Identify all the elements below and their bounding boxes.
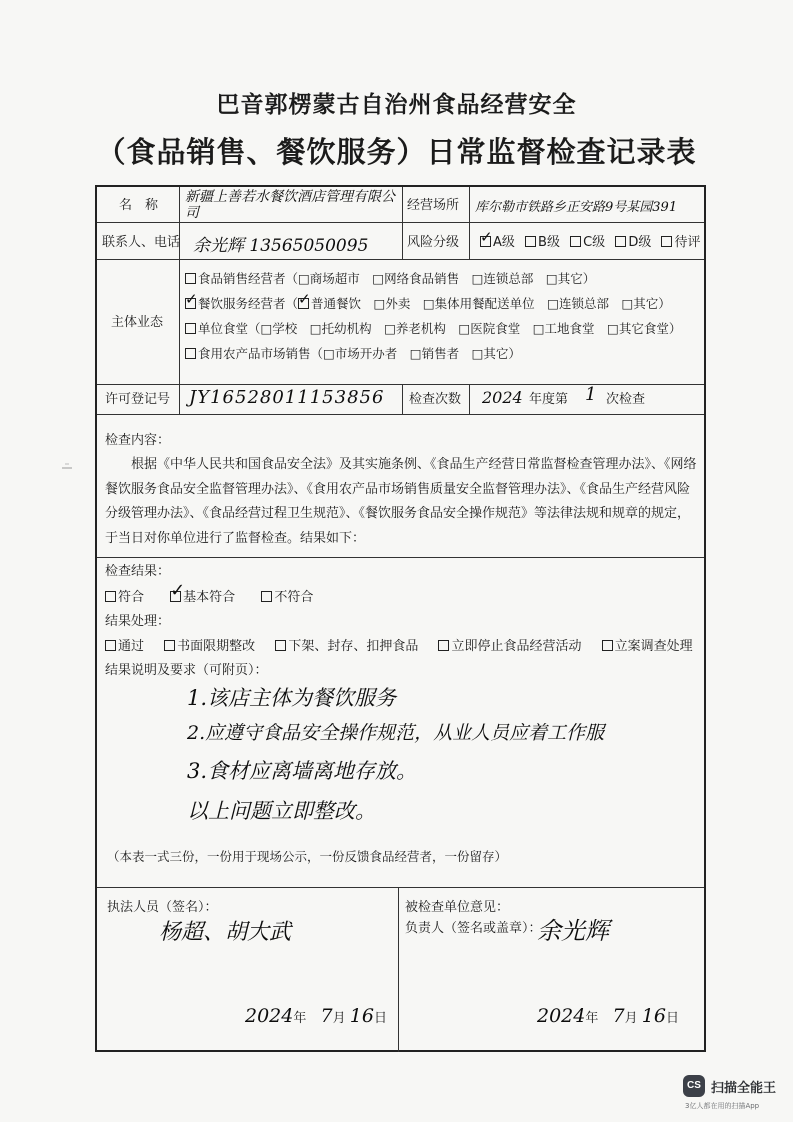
inspect-content-label: 检查内容：: [105, 433, 171, 448]
risk-c-label: C级: [583, 235, 606, 250]
license-handwriting: JY16528011153856: [189, 387, 385, 408]
business-row-catering: ✓ 餐饮服务经营者（ ✓ 普通餐饮 □外卖 □集体用餐配送单位 □连锁总部 □其它）: [185, 290, 671, 311]
food-sales-checkbox[interactable]: [185, 273, 196, 284]
watermark-tagline: 3亿人都在用的扫描App: [685, 1102, 760, 1110]
risk-d-label: D级: [628, 235, 652, 250]
row-rule: [97, 259, 704, 260]
row-rule: [97, 414, 704, 415]
risk-c-checkbox[interactable]: [570, 236, 581, 247]
responsible-signature: 余光辉: [537, 917, 609, 945]
general-catering-checkbox[interactable]: [298, 290, 311, 309]
row-rule: [97, 384, 704, 385]
result-basic-pass-checkbox[interactable]: [170, 580, 186, 602]
inspect-year-handwriting: 2024: [482, 388, 523, 407]
officer-signatures: 杨超、胡大武: [159, 920, 292, 945]
risk-pending-checkbox[interactable]: [661, 236, 672, 247]
handling-rectify-checkbox[interactable]: [164, 640, 175, 651]
check-mark-icon: ✓: [185, 290, 198, 308]
address-label: 经营场所: [407, 198, 460, 213]
address-handwriting: 库尔勒市铁路乡正安路9号某园391: [475, 200, 678, 215]
handling-approve-checkbox[interactable]: [105, 640, 116, 651]
contact-label: 联系人、电话: [102, 235, 181, 250]
result-pass-checkbox[interactable]: [105, 591, 116, 602]
check-mark-icon: ✓: [298, 290, 311, 308]
count-suffix-label: 次检查: [606, 392, 646, 407]
risk-d-checkbox[interactable]: [615, 236, 626, 247]
responsible-date-day: 16: [641, 1005, 666, 1027]
contact-handwriting: 余光辉 13565050095: [193, 236, 369, 256]
business-row-canteen: 单位食堂（□学校 □托幼机构 □养老机构 □医院食堂 □工地食堂 □其它食堂）: [185, 321, 681, 336]
risk-level-options: [480, 228, 701, 251]
explanation-label: 结果说明及要求（可附页）：: [105, 663, 268, 678]
column-rule: [179, 187, 180, 414]
name-label: 名 称: [119, 198, 159, 213]
name-handwriting: 新疆上善若水餐饮酒店管理有限公司: [185, 189, 395, 221]
column-rule: [398, 887, 399, 1052]
officer-date-year: 2024: [245, 1005, 294, 1027]
handling-investigate-checkbox[interactable]: [602, 640, 613, 651]
result-options: 符合 ✓ 基本符合 不符合: [105, 590, 313, 606]
column-rule: [402, 384, 403, 414]
margin-scan-mark: [60, 460, 74, 474]
requirement-note-3: 3.食材应离墙离地存放。: [187, 759, 418, 783]
requirement-note-4: 以上问题立即整改。: [187, 799, 376, 823]
responsible-date-year: 2024: [537, 1005, 586, 1027]
form-title-line2: （食品销售、餐饮服务）日常监督检查记录表: [96, 135, 697, 169]
inspection-record-form: [95, 185, 706, 1052]
form-title-line1: 巴音郭楞蒙古自治州食品经营安全: [216, 91, 577, 118]
column-rule: [469, 187, 470, 259]
business-row-agri-market: 食用农产品市场销售（□市场开办者 □销售者 □其它）: [185, 346, 521, 361]
copies-note: （本表一式三份，一份用于现场公示，一份反馈食品经营者，一份留存）: [107, 849, 508, 864]
handling-seize-checkbox[interactable]: [275, 640, 286, 651]
responsible-date: 2024年 7月 16日: [537, 1005, 679, 1027]
handling-label: 结果处理：: [105, 614, 171, 629]
responsible-date-month: 7: [612, 1005, 625, 1027]
inspection-legal-basis: 根据《中华人民共和国食品安全法》及其实施条例、《食品生产经营日常监督检查管理办法》、《网络餐饮服务食品安全监督管理办法》、《食用农产品市场销售质量安全监督管理办法》、《食品生产经营风险分级管理办法》、《食品经营过程卫生规范》、《餐饮服务食品安全操作规范》等法律法规和规章的规定，于当日对你单位进行了监督检查。结果如下：: [105, 457, 697, 546]
watermark-app-name: 扫描全能王: [711, 1081, 777, 1096]
risk-b-checkbox[interactable]: [525, 236, 536, 247]
agri-market-checkbox[interactable]: [185, 348, 196, 359]
risk-b-label: B级: [538, 235, 560, 250]
handling-options: 通过 书面限期整改 下架、封存、扣押食品 立即停止食品经营活动 立案调查处理: [105, 639, 693, 655]
requirement-note-2: 2.应遵守食品安全操作规范，从业人员应着工作服: [187, 722, 605, 744]
risk-a-checkbox[interactable]: [480, 228, 493, 247]
responsible-label: 负责人（签名或盖章）：: [405, 921, 542, 936]
result-label: 检查结果：: [105, 564, 171, 579]
risk-pending-label: 待评: [674, 235, 701, 250]
requirement-note-1: 1.该店主体为餐饮服务: [187, 686, 397, 710]
risk-a-label: A级: [493, 235, 515, 250]
inspect-count-handwriting: 1: [585, 384, 597, 405]
camscanner-logo-icon: CS: [683, 1075, 705, 1097]
business-label: 主体业态: [111, 315, 164, 330]
result-fail-checkbox[interactable]: [261, 591, 272, 602]
row-rule: [97, 222, 704, 223]
officer-label: 执法人员（签名）：: [107, 900, 218, 915]
check-mark-icon: ✓: [170, 580, 186, 601]
column-rule: [469, 384, 470, 414]
license-label: 许可登记号: [105, 392, 171, 407]
inspect-count-label: 检查次数: [409, 392, 462, 407]
officer-date-day: 16: [349, 1005, 374, 1027]
officer-date: 2024年 7月 16日: [245, 1005, 387, 1027]
risk-label: 风险分级: [407, 235, 460, 250]
row-rule: [97, 557, 704, 558]
row-rule: [97, 887, 704, 888]
catering-checkbox[interactable]: [185, 290, 198, 309]
column-rule: [402, 187, 403, 259]
business-row-food-sales: 食品销售经营者（□商场超市 □网络食品销售 □连锁总部 □其它）: [185, 271, 595, 286]
unit-opinion-label: 被检查单位意见：: [405, 900, 510, 915]
canteen-checkbox[interactable]: [185, 323, 196, 334]
officer-date-month: 7: [320, 1005, 333, 1027]
year-suffix-label: 年度第: [529, 392, 569, 407]
handling-stop-checkbox[interactable]: [438, 640, 449, 651]
check-mark-icon: ✓: [480, 228, 493, 246]
